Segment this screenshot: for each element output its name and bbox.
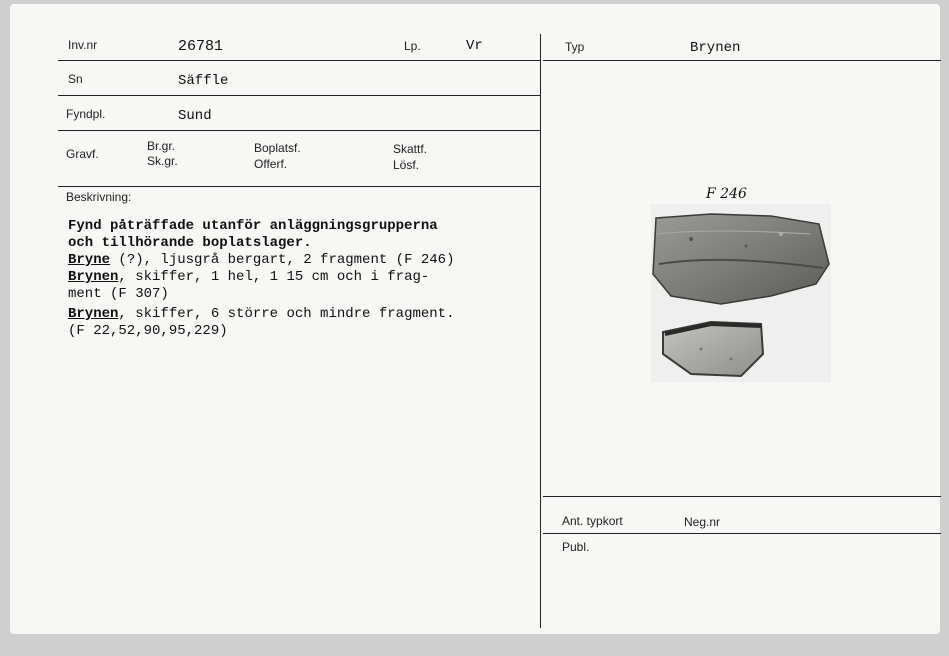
item-details: (?), ljusgrå bergart, 2 fragment (F 246) <box>110 252 455 268</box>
ant-typkort-label: Ant. typkort <box>562 514 623 528</box>
offerf-label: Offerf. <box>254 157 288 171</box>
lp-label: Lp. <box>404 39 421 53</box>
rule-top-left <box>58 60 540 61</box>
rule-top-right <box>543 60 941 61</box>
sn-label: Sn <box>68 72 83 86</box>
lp-value: Vr <box>466 38 483 54</box>
skattf-label: Skattf. <box>393 142 428 156</box>
losf-label: Lösf. <box>393 158 420 172</box>
fyndpl-label: Fyndpl. <box>66 107 106 121</box>
description-line: ment (F 307) <box>68 286 169 302</box>
description-text <box>68 218 538 340</box>
item-details: , skiffer, 6 större och mindre fragment. <box>118 306 455 322</box>
rule-sn <box>58 95 540 96</box>
item-details: , skiffer, 1 hel, 1 15 cm och i frag- <box>118 269 430 285</box>
typ-label: Typ <box>565 40 585 54</box>
neg-nr-label: Neg.nr <box>684 515 721 529</box>
description-line: och tillhörande boplatslager. <box>68 235 312 251</box>
photo-annotation: F 246 <box>706 186 747 202</box>
inv-value: 26781 <box>178 38 224 55</box>
artifact-photo <box>651 204 831 382</box>
item-name: Bryne <box>68 252 111 268</box>
rule-center-vertical <box>540 34 541 628</box>
item-name: Brynen <box>68 306 119 322</box>
rule-ant <box>543 496 941 497</box>
inv-label: Inv.nr <box>68 38 98 52</box>
description-line <box>68 269 538 286</box>
typ-value: Brynen <box>690 40 741 56</box>
description-line: (F 22,52,90,95,229) <box>68 323 228 339</box>
description-line <box>68 306 538 323</box>
skgr-label: Sk.gr. <box>147 154 178 168</box>
publ-label: Publ. <box>562 540 590 554</box>
item-name: Brynen <box>68 269 119 285</box>
fyndpl-value: Sund <box>178 108 212 124</box>
rule-gravf <box>58 186 540 187</box>
rule-publ <box>543 533 941 534</box>
description-line: Fynd påträffade utanför anläggningsgrupperna <box>68 218 438 234</box>
gravf-label: Gravf. <box>66 147 99 161</box>
description-line <box>68 252 538 269</box>
beskrivning-label: Beskrivning: <box>66 190 132 204</box>
sn-value: Säffle <box>178 73 229 89</box>
whetstone-fragments-image <box>651 204 831 382</box>
brgr-label: Br.gr. <box>147 139 176 153</box>
rule-fyndpl <box>58 130 540 131</box>
boplatsf-label: Boplatsf. <box>254 141 301 155</box>
